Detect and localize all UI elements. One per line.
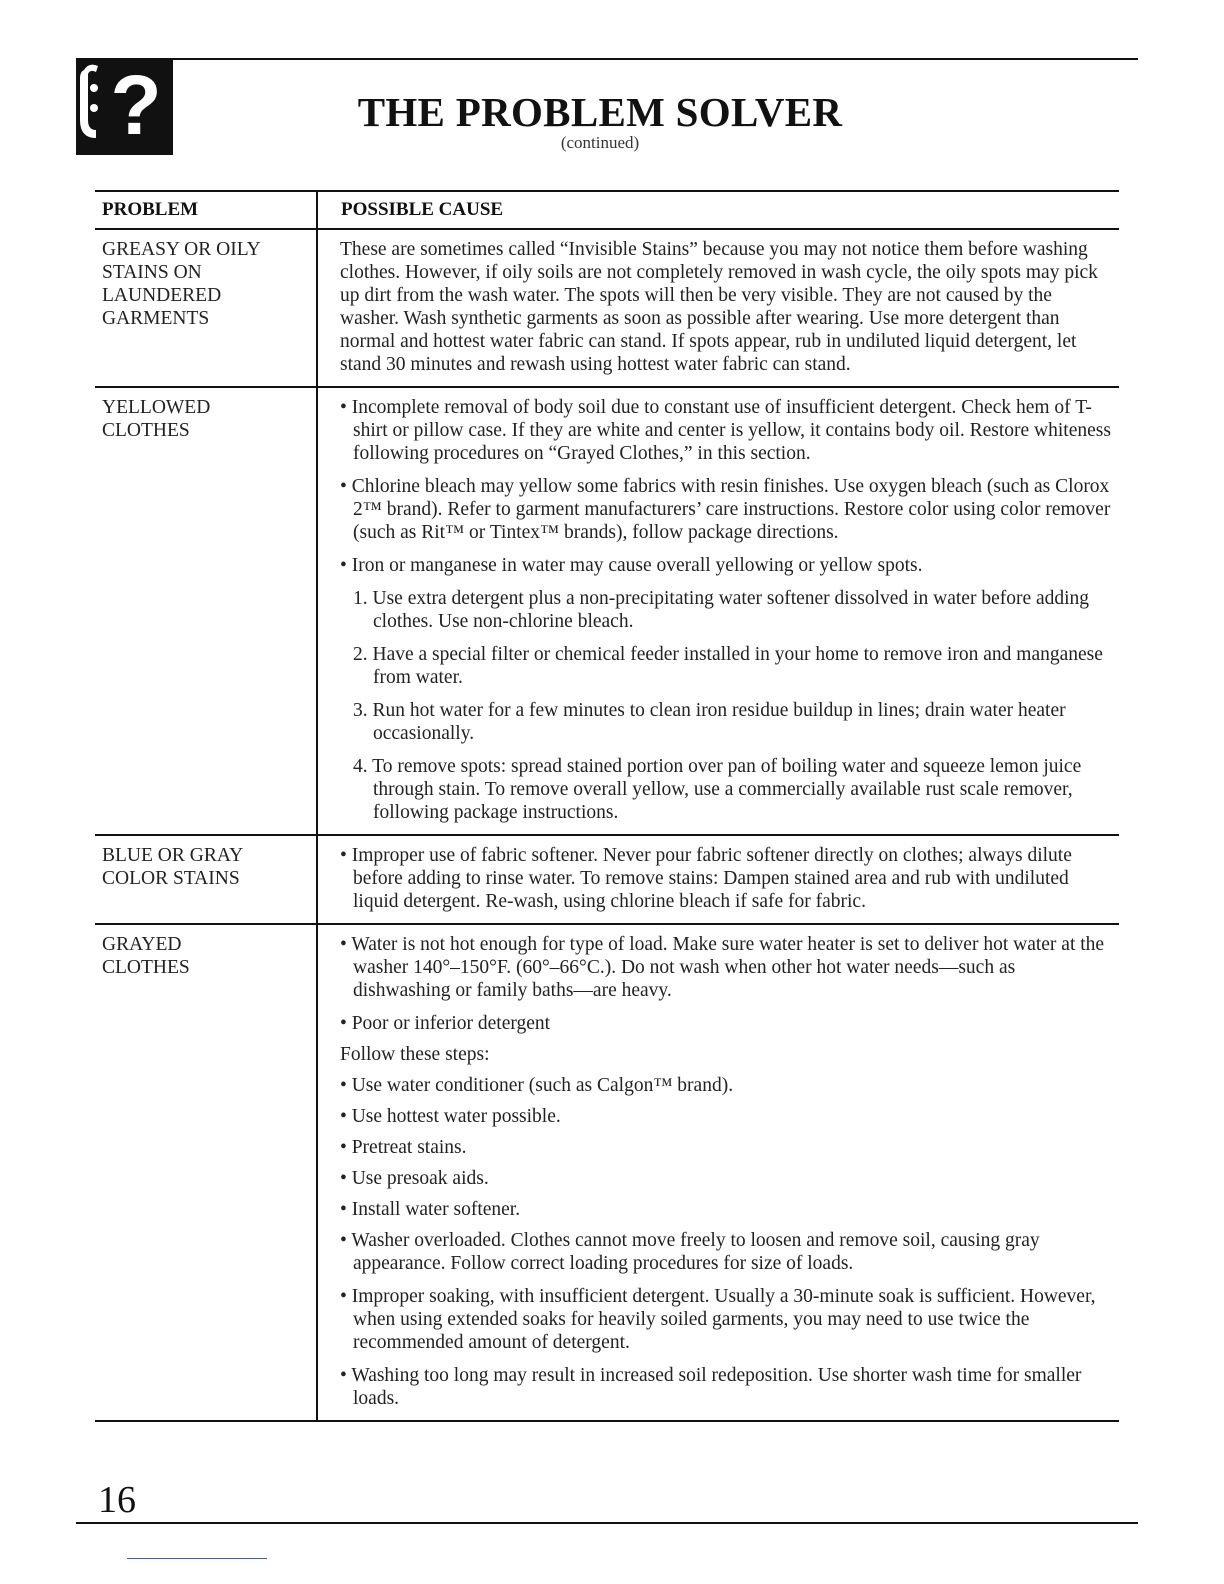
cause-bullet: • Use hottest water possible. — [340, 1106, 561, 1127]
cause-bullet: • Improper soaking, with insufficient detergent. Usually a 30-minute soak is sufficient. However, when using extended soaks for heavily soiled garments, you may need to use twice the recommended amount of detergent. — [340, 1286, 1096, 1353]
problem-label: STAINS ON — [102, 262, 202, 283]
problem-label: LAUNDERED — [102, 285, 222, 306]
cause-bullet: • Pretreat stains. — [340, 1137, 467, 1158]
cause-paragraph: These are sometimes called “Invisible Stains” because you may not notice them before washing clothes. However, if oily soils are not completely removed in wash cycle, the oily spots may pick up dirt from the wash water. The spots will then be very visible. They are not caused by the washer. Wash synthetic garments as soon as possible after wearing. Use more detergent than normal and hottest water fabric can stand. If spots appear, rub in undiluted liquid detergent, let stand 30 minutes and rewash using hottest water fabric can stand. — [340, 239, 1098, 375]
page-title: THE PROBLEM SOLVER — [357, 89, 843, 135]
blue-underline-mark — [127, 1558, 267, 1559]
top-rule — [76, 58, 1138, 60]
cause-numbered-step: 4. To remove spots: spread stained portion over pan of boiling water and squeeze lemon juice through stain. To remove overall yellow, use a commercially available rust scale remover, following package instructions. — [353, 756, 1082, 823]
problem-cell — [95, 229, 317, 387]
bottom-rule — [76, 1522, 1138, 1524]
table-row-yellowed-clothes — [95, 387, 1119, 835]
problem-label: GARMENTS — [102, 308, 210, 329]
table-row-greasy-stains — [95, 229, 1119, 387]
problem-label: GRAYED — [102, 934, 182, 955]
cause-numbered-step: 2. Have a special filter or chemical feeder installed in your home to remove iron and manganese from water. — [353, 644, 1103, 688]
cause-bullet: • Incomplete removal of body soil due to constant use of insufficient detergent. Check hem of T-shirt or pillow case. If they are white and center is yellow, it contains body oil. Restore whiteness following procedures on “Grayed Clothes,” in this section. — [340, 397, 1111, 464]
problem-cell — [95, 835, 317, 924]
problem-label: CLOTHES — [102, 420, 190, 441]
problem-label: BLUE OR GRAY — [102, 845, 244, 866]
cause-bullet: • Chlorine bleach may yellow some fabrics with resin finishes. Use oxygen bleach (such as Clorox 2™ brand). Refer to garment manufacturers’ care instructions. Restore color using color remover (such as Rit™ or Tintex™ brands), follow package directions. — [340, 476, 1111, 543]
cause-cell — [317, 835, 1119, 924]
cause-bullet: • Washer overloaded. Clothes cannot move freely to loosen and remove soil, causing gray appearance. Follow correct loading procedures for size of loads. — [340, 1230, 1040, 1274]
cause-bullet: • Poor or inferior detergent — [340, 1013, 551, 1034]
cause-steps-intro: Follow these steps: — [340, 1044, 490, 1065]
problem-solver-logo — [76, 58, 173, 155]
cause-bullet: • Use water conditioner (such as Calgon™ brand). — [340, 1075, 734, 1096]
question-mark-icon — [76, 58, 173, 155]
cause-numbered-step: 1. Use extra detergent plus a non-precipitating water softener dissolved in water before adding clothes. Use non-chlorine bleach. — [353, 588, 1090, 632]
cause-bullet: • Install water softener. — [340, 1199, 521, 1220]
table-row-grayed-clothes — [95, 924, 1119, 1421]
cause-bullet: • Iron or manganese in water may cause overall yellowing or yellow spots. — [340, 555, 923, 576]
cause-cell — [317, 924, 1119, 1421]
cause-bullet: • Water is not hot enough for type of load. Make sure water heater is set to deliver hot water at the washer 140°–150°F. (60°–66°C.). Do not wash when other hot water needs—such as dishwashing or family baths—are heavy. — [340, 934, 1105, 1001]
problem-column-header: PROBLEM — [95, 191, 317, 229]
cause-column-header: POSSIBLE CAUSE — [317, 191, 1119, 229]
problem-cell — [95, 924, 317, 1421]
problem-label: YELLOWED — [102, 397, 211, 418]
page-number: 16 — [98, 1479, 136, 1521]
problem-solver-table — [95, 190, 1119, 1422]
page-subtitle: (continued) — [560, 133, 640, 152]
cause-bullet: • Use presoak aids. — [340, 1168, 489, 1189]
problem-label: CLOTHES — [102, 957, 190, 978]
table-row-blue-gray-stains — [95, 835, 1119, 924]
cause-numbered-step: 3. Run hot water for a few minutes to clean iron residue buildup in lines; drain water heater occasionally. — [353, 700, 1066, 744]
table-header-row — [95, 191, 1119, 229]
cause-cell — [317, 229, 1119, 387]
cause-bullet: • Improper use of fabric softener. Never pour fabric softener directly on clothes; always dilute before adding to rinse water. To remove stains: Dampen stained area and rub with undiluted liquid detergent. Re-wash, using chlorine bleach if safe for fabric. — [340, 845, 1072, 912]
svg-text:?: ? — [110, 58, 162, 152]
cause-cell — [317, 387, 1119, 835]
cause-bullet: • Washing too long may result in increased soil redeposition. Use shorter wash time for smaller loads. — [340, 1365, 1082, 1409]
problem-label: GREASY OR OILY — [102, 239, 261, 260]
problem-label: COLOR STAINS — [102, 868, 240, 889]
problem-cell — [95, 387, 317, 835]
